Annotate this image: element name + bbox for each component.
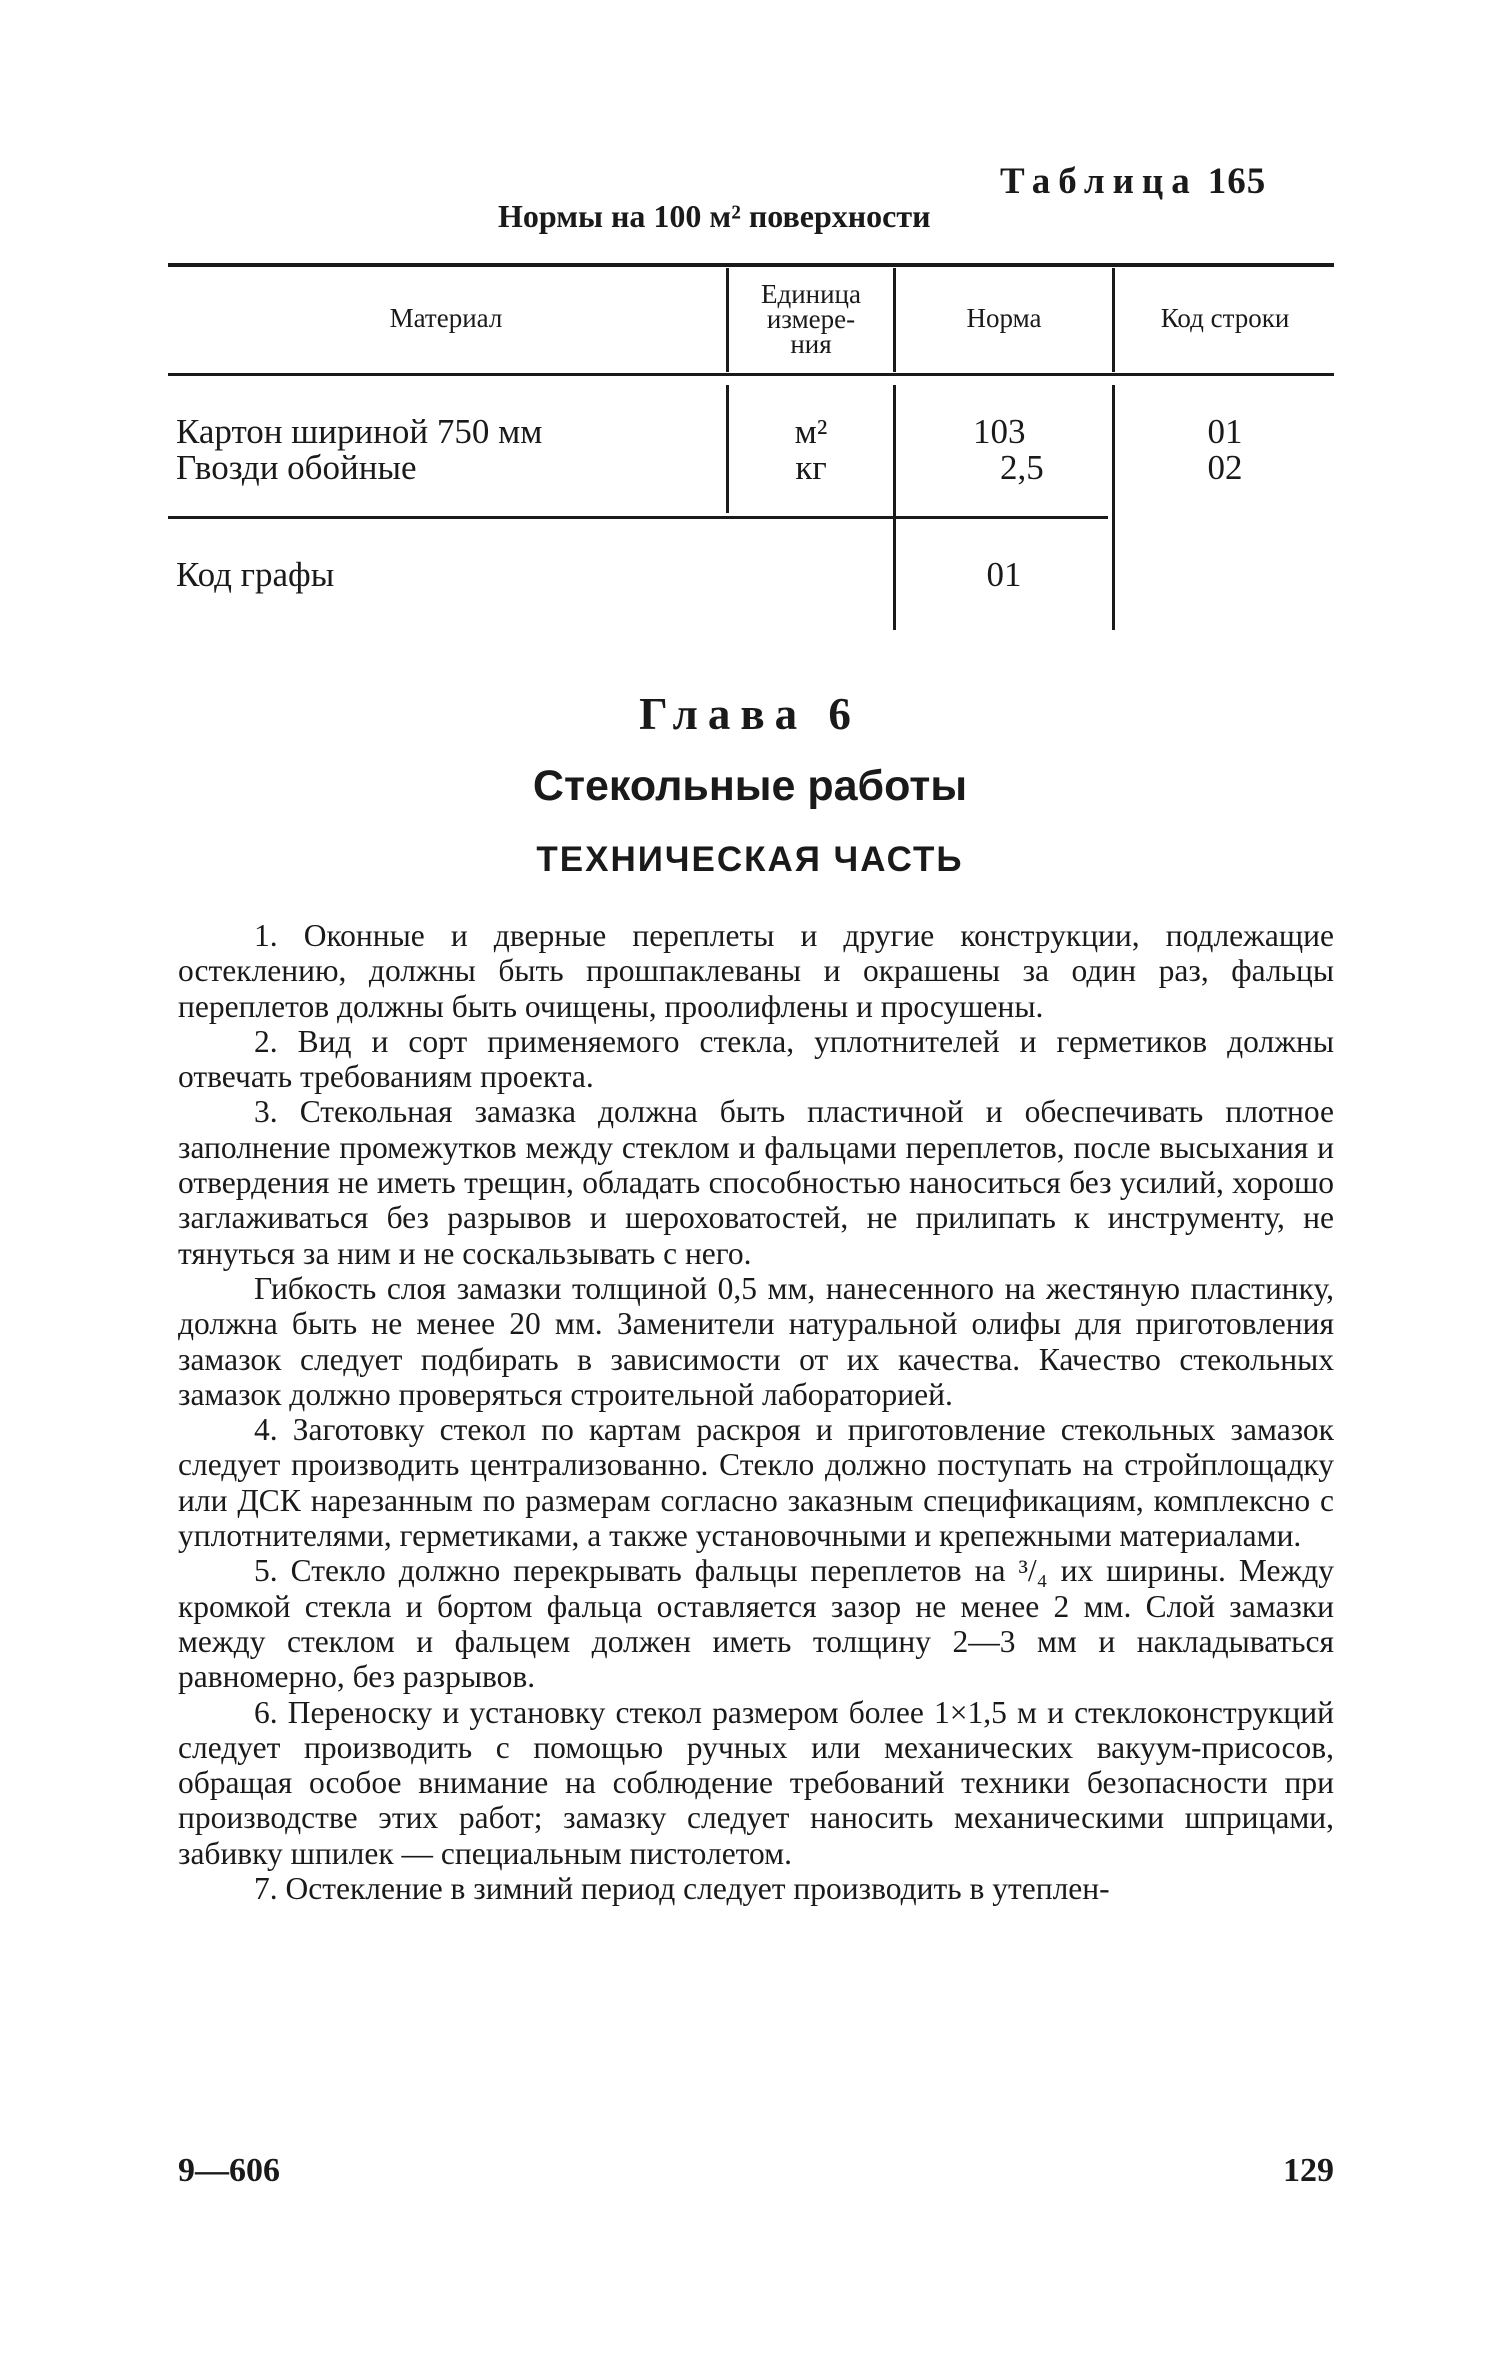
row2-norm: 2,5: [1000, 448, 1044, 487]
header-unit-line2: измере-: [766, 304, 856, 334]
section-heading: ТЕХНИЧЕСКАЯ ЧАСТЬ: [536, 840, 964, 879]
chapter-heading: Глава 6: [639, 689, 861, 739]
header-unit-line1: Единица: [760, 279, 861, 309]
table-label: [1000, 160, 1266, 203]
paragraph-1: 1. Оконные и дверные переплеты и другие конструкции, подлежащие остеклению, должны быть прошпаклеваны и окрашены за один раз, фальцы переплетов должны быть очищены, проолифлены и просушены.: [178, 918, 1334, 1024]
paragraph-4: 4. Заготовку стекол по картам раскроя и приготовление стекольных замазок следует производить централизованно. Стекло должно поступать на стройплощадку или ДСК нарезанным по размерам согласно заказным спецификациям, комплексно с уплотнителями, герметиками, а также установочными и крепежными материалами.: [178, 1412, 1334, 1554]
table-body-rule: [168, 516, 1108, 519]
row1-material: Картон шириной 750 мм: [176, 412, 543, 451]
table-top-rule: [168, 263, 1334, 267]
chapter-subtitle: Стекольные работы: [532, 762, 968, 810]
table-header-rule: [168, 373, 1334, 376]
body-text: [178, 918, 1334, 1906]
row1-code: 01: [1207, 412, 1243, 451]
row2-code: 02: [1207, 448, 1243, 487]
table-label-text: Таблица: [1000, 161, 1198, 202]
row1-norm: 103: [973, 412, 1026, 451]
header-norm: Норма: [966, 303, 1042, 333]
paragraph-7: 7. Остекление в зимний период следует производить в утеплен-: [254, 1871, 1110, 1907]
paragraph-5: 5. Стекло должно перекрывать фальцы переплетов на ³/₄ их ширины. Между кромкой стекла и бортом фальца оставляется зазор не менее 2 мм. Слой замазки между стеклом и фальцем должен иметь толщину 2—3 мм и накладываться равномерно, без разрывов.: [178, 1553, 1334, 1695]
column-code-value: 01: [986, 555, 1022, 594]
paragraph-3-continued: Гибкость слоя замазки толщиной 0,5 мм, нанесенного на жестяную пластинку, должна быть не менее 20 мм. Заменители натуральной олифы для приготовления замазок следует подбирать в зависимости от их качества. Качество стекольных замазок должно проверяться строительной лабораторией.: [178, 1270, 1334, 1412]
table-title: Нормы на 100 м² поверхности: [498, 198, 931, 234]
header-unit: [729, 279, 893, 359]
paragraph-2: 2. Вид и сорт применяемого стекла, уплотнителей и герметиков должны отвечать требованиям проекта.: [178, 1023, 1334, 1095]
header-unit-line3: ния: [790, 329, 832, 359]
column-code-label: Код графы: [176, 555, 335, 594]
table-col-divider-1-body: [726, 385, 729, 513]
table-col-divider-2-body: [893, 385, 896, 630]
row2-material: Гвозди обойные: [176, 448, 417, 487]
header-row-code: Код строки: [1160, 303, 1290, 333]
header-material: Материал: [389, 303, 503, 333]
printer-signature: 9—606: [178, 2152, 280, 2189]
page-number: 129: [1283, 2152, 1334, 2189]
paragraph-6: 6. Переноску и установку стекол размером более 1×1,5 м и стеклоконструкций следует производить с помощью ручных или механических вакуум-присосов, обращая особое внимание на соблюдение требований техники безопасности при производстве этих работ; замазку следует наносить механическими шприцами, забивку шпилек — специальным пистолетом.: [178, 1694, 1334, 1871]
paragraph-3: 3. Стекольная замазка должна быть пластичной и обеспечивать плотное заполнение промежутков между стеклом и фальцами переплетов, после высыхания и отвердения не иметь трещин, обладать способностью наноситься без усилий, хорошо заглаживаться без разрывов и шероховатостей, не прилипать к инструменту, не тянуться за ним и не соскальзывать с него.: [178, 1094, 1334, 1271]
table-number: 165: [1207, 161, 1267, 202]
row2-unit: кг: [795, 448, 827, 487]
row1-unit: м²: [794, 412, 828, 451]
